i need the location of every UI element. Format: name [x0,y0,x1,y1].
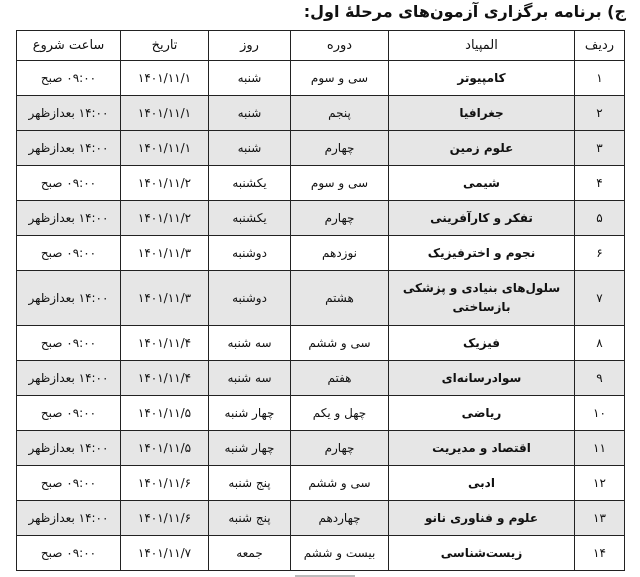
header-date: تاریخ [121,31,209,61]
header-start-time: ساعت شروع [17,31,121,61]
date: ۱۴۰۱/۱۱/۶ [121,501,209,536]
date: ۱۴۰۱/۱۱/۲ [121,201,209,236]
table-row [17,431,625,466]
row-number: ۹ [575,361,625,396]
date: ۱۴۰۱/۱۱/۳ [121,236,209,271]
date: ۱۴۰۱/۱۱/۵ [121,396,209,431]
table-row [17,61,625,96]
olympiad-name: سوادرسانه‌ای [389,361,575,396]
day: شنبه [209,61,291,96]
row-number: ۶ [575,236,625,271]
day: پنج شنبه [209,501,291,536]
table-row [17,361,625,396]
row-number: ۱۳ [575,501,625,536]
table-row [17,166,625,201]
start-time: ۱۴:۰۰ بعدازظهر [17,201,121,236]
olympiad-name: اقتصاد و مدیریت [389,431,575,466]
row-number: ۷ [575,271,625,326]
period: چهاردهم [291,501,389,536]
period: سی و سوم [291,61,389,96]
day: جمعه [209,536,291,571]
table-row [17,501,625,536]
header-period: دوره [291,31,389,61]
table-row [17,236,625,271]
row-number: ۲ [575,96,625,131]
period: چهل و یکم [291,396,389,431]
day: سه شنبه [209,361,291,396]
period: سی و ششم [291,326,389,361]
table-row [17,466,625,501]
table-row [17,271,625,326]
row-number: ۱۰ [575,396,625,431]
period: بیست و ششم [291,536,389,571]
start-time: ۱۴:۰۰ بعدازظهر [17,271,121,326]
day: یکشنبه [209,201,291,236]
olympiad-name: زیست‌شناسی [389,536,575,571]
day: شنبه [209,131,291,166]
date: ۱۴۰۱/۱۱/۳ [121,271,209,326]
row-number: ۴ [575,166,625,201]
day: پنج شنبه [209,466,291,501]
period: چهارم [291,131,389,166]
start-time: ۱۴:۰۰ بعدازظهر [17,361,121,396]
table-row [17,96,625,131]
date: ۱۴۰۱/۱۱/۶ [121,466,209,501]
header-olympiad: المپیاد [389,31,575,61]
olympiad-name: تفکر و کارآفرینی [389,201,575,236]
date: ۱۴۰۱/۱۱/۱ [121,131,209,166]
row-number: ۱۱ [575,431,625,466]
header-day: روز [209,31,291,61]
start-time: ۱۴:۰۰ بعدازظهر [17,431,121,466]
period: هفتم [291,361,389,396]
olympiad-name [389,271,575,326]
start-time: ۰۹:۰۰ صبح [17,61,121,96]
olympiad-name: علوم زمین [389,131,575,166]
start-time: ۰۹:۰۰ صبح [17,326,121,361]
table-row [17,396,625,431]
day: شنبه [209,96,291,131]
date: ۱۴۰۱/۱۱/۴ [121,326,209,361]
day: سه شنبه [209,326,291,361]
olympiad-name: ادبی [389,466,575,501]
start-time: ۰۹:۰۰ صبح [17,396,121,431]
start-time: ۰۹:۰۰ صبح [17,166,121,201]
olympiad-name-line-1: سلول‌های بنیادی و پزشکی [402,281,561,295]
period: سی و سوم [291,166,389,201]
olympiad-name: فیزیک [389,326,575,361]
date: ۱۴۰۱/۱۱/۴ [121,361,209,396]
date: ۱۴۰۱/۱۱/۱ [121,61,209,96]
olympiad-name: نجوم و اخترفیزیک [389,236,575,271]
start-time: ۱۴:۰۰ بعدازظهر [17,131,121,166]
row-number: ۱۴ [575,536,625,571]
row-number: ۵ [575,201,625,236]
row-number: ۱۲ [575,466,625,501]
day: دوشنبه [209,271,291,326]
period: پنجم [291,96,389,131]
section-heading: ج) برنامه برگزاری آزمون‌های مرحلهٔ اول: [303,2,626,21]
day: چهار شنبه [209,431,291,466]
day: دوشنبه [209,236,291,271]
olympiad-name: جغرافیا [389,96,575,131]
start-time: ۱۴:۰۰ بعدازظهر [17,501,121,536]
date: ۱۴۰۱/۱۱/۷ [121,536,209,571]
table-row [17,201,625,236]
start-time: ۰۹:۰۰ صبح [17,536,121,571]
olympiad-name: شیمی [389,166,575,201]
table-row [17,131,625,166]
olympiad-name-line-2: بازساختی [452,300,511,314]
period: نوزدهم [291,236,389,271]
header-row-number: ردیف [575,31,625,61]
date: ۱۴۰۱/۱۱/۵ [121,431,209,466]
olympiad-name: علوم و فناوری نانو [389,501,575,536]
table-row [17,536,625,571]
period: چهارم [291,431,389,466]
day: یکشنبه [209,166,291,201]
exam-schedule-table [16,30,625,571]
start-time: ۱۴:۰۰ بعدازظهر [17,96,121,131]
row-number: ۱ [575,61,625,96]
table-row [17,326,625,361]
table-header-row [17,31,625,61]
date: ۱۴۰۱/۱۱/۲ [121,166,209,201]
olympiad-name: کامپیوتر [389,61,575,96]
day: چهار شنبه [209,396,291,431]
period: هشتم [291,271,389,326]
period: سی و ششم [291,466,389,501]
date: ۱۴۰۱/۱۱/۱ [121,96,209,131]
period: چهارم [291,201,389,236]
row-number: ۳ [575,131,625,166]
start-time: ۰۹:۰۰ صبح [17,236,121,271]
start-time: ۰۹:۰۰ صبح [17,466,121,501]
olympiad-name: ریاضی [389,396,575,431]
row-number: ۸ [575,326,625,361]
